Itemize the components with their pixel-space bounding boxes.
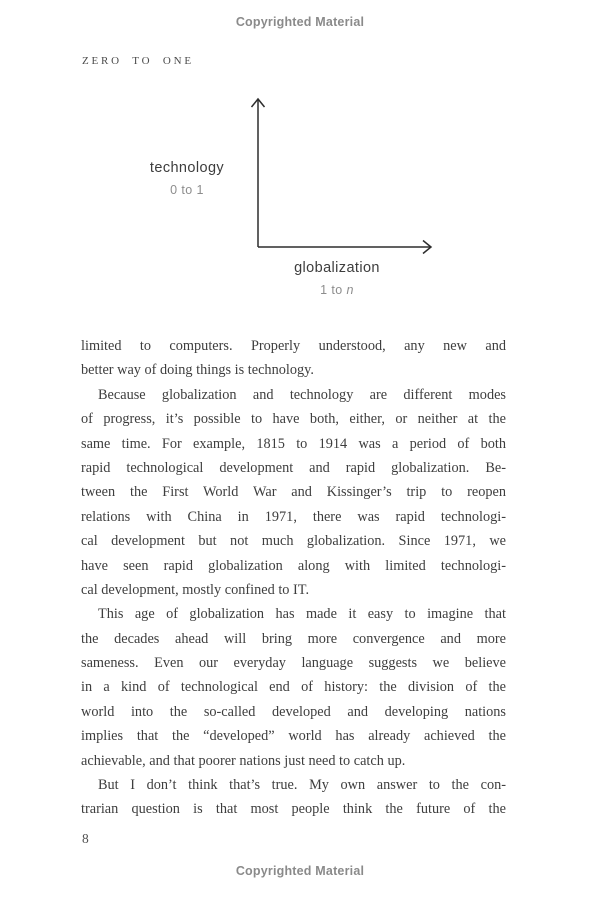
body-text-line: implies that the “developed” world has already achieved the [81, 728, 506, 745]
body-text-line: cal development but not much globalization. Since 1971, we [81, 533, 506, 550]
body-text-line: sameness. Even our everyday language suggests we believe [81, 655, 506, 672]
copyright-notice-bottom: Copyrighted Material [235, 864, 365, 878]
body-text-line: same time. For example, 1815 to 1914 was a period of both [81, 435, 506, 452]
body-text-line: tween the First World War and Kissinger’s trip to reopen [81, 484, 506, 501]
page-number: 8 [82, 831, 89, 846]
body-text-line: trarian question is that most people think the future of the [81, 801, 506, 818]
body-text-line: limited to computers. Properly understood, any new and [81, 338, 506, 354]
body-text-line: world into the so-called developed and developing nations [81, 703, 506, 720]
body-text-line: This age of globalization has made it easy to imagine that [98, 606, 506, 623]
x-axis-range-variable: n [346, 283, 354, 297]
body-text-line: cal development, mostly confined to IT. [81, 581, 310, 598]
body-text-line: relations with China in 1971, there was rapid technologi- [81, 508, 506, 525]
x-axis-range-text: 1 to [320, 283, 347, 297]
body-text-line: achievable, and that poorer nations just need to catch up. [81, 752, 406, 769]
body-text-line: of progress, it’s possible to have both, either, or neither at the [81, 411, 506, 428]
y-axis-range: 0 to 1 [170, 183, 204, 197]
x-axis-label: globalization [294, 260, 380, 276]
body-text-line: have seen rapid globalization along with limited technologi- [81, 557, 506, 574]
y-axis-label: technology [149, 160, 225, 176]
body-text-line: the decades ahead will bring more convergence and more [81, 630, 506, 647]
body-text-line: Because globalization and technology are different modes [98, 386, 506, 403]
body-text-line: But I don’t think that’s true. My own answer to the con- [98, 777, 506, 794]
copyright-notice-top: Copyrighted Material [235, 15, 365, 29]
body-text-line: in a kind of technological end of history: the division of the [81, 679, 506, 696]
body-text-line: better way of doing things is technology. [81, 362, 314, 379]
body-text-line: rapid technological development and rapid globalization. Be- [81, 459, 506, 476]
running-head: ZERO TO ONE [82, 55, 194, 67]
axes-diagram [230, 90, 440, 260]
x-axis-range [267, 283, 407, 297]
body-text [81, 334, 506, 822]
